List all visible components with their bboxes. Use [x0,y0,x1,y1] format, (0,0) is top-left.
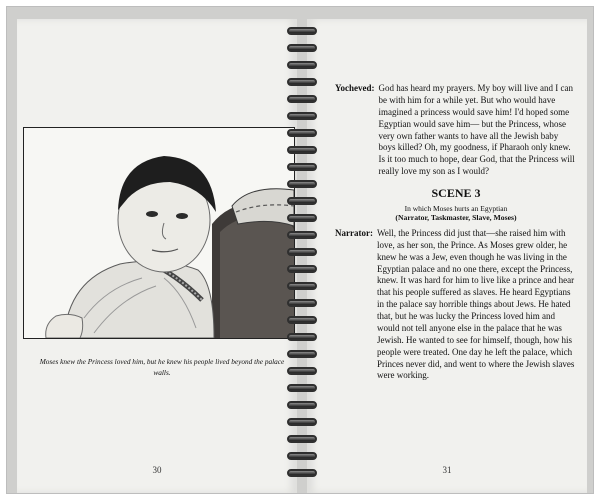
narrator-speech [335,228,577,382]
spiral-binding [287,27,317,487]
speech-text: God has heard my prayers. My boy will live and I can be with him for a while yet. But who would have imagined a princess would save him! I'd hoped some Egyptian would save him— but the Princess, whose very own father wants to have all the Jewish baby boys killed? Oh, my goodness, if Pharaoh only knew. Is it too much to hope, dear God, that the Princess will really love my son as I would? [378,83,575,177]
speech-text: Well, the Princess did just that—she raised him with love, as her son, the Prince. As Moses grew older, he knew he was a Jew, even though he was living in the Egyptian palace and no one there, except the Princess, knew. It was hard for him to live like a prince and hear that his people suffered as slaves. He heard Egyptians in the palace say horrible things about Jews. He hated that, but he was lucky the Princess loved him and would not tell anyone else in the palace that he was Jewish. He wanted to see for himself, though, how his people were treated. One day he left the palace, which Princes never did, and went to where the Jewish slaves were working. [376,227,575,381]
binding-ring [287,214,317,222]
binding-ring [287,401,317,409]
binding-ring [287,231,317,239]
binding-ring [287,367,317,375]
scene-title: SCENE 3 [431,186,481,200]
speaker-label: Narrator: [335,227,373,238]
right-page [307,19,587,493]
binding-ring [287,435,317,443]
script-content [335,83,577,388]
right-page-number: 31 [442,465,452,475]
binding-ring [287,350,317,358]
book-photo [6,6,594,494]
binding-ring [287,333,317,341]
binding-ring [287,129,317,137]
binding-ring [287,146,317,154]
moses-drawing [24,128,294,338]
binding-ring [287,299,317,307]
binding-ring [287,197,317,205]
binding-ring [287,469,317,477]
binding-ring [287,78,317,86]
binding-ring [287,27,317,35]
moses-illustration [23,127,295,339]
binding-ring [287,418,317,426]
binding-ring [287,95,317,103]
left-page [17,19,297,493]
left-page-number: 30 [152,465,162,475]
binding-ring [287,282,317,290]
scene-subtitle: In which Moses hurts an Egyptian [404,203,508,213]
illustration-caption: Moses knew the Princess loved him, but he knew his people lived beyond the palace walls. [39,357,285,377]
scene-cast: (Narrator, Taskmaster, Slave, Moses) [395,212,517,222]
binding-ring [287,112,317,120]
binding-ring [287,61,317,69]
binding-ring [287,248,317,256]
binding-ring [287,384,317,392]
binding-ring [287,163,317,171]
binding-ring [287,265,317,273]
speaker-label: Yocheved: [335,83,375,93]
binding-ring [287,44,317,52]
binding-ring [287,180,317,188]
binding-ring [287,316,317,324]
binding-ring [287,452,317,460]
yocheved-speech [335,83,577,178]
